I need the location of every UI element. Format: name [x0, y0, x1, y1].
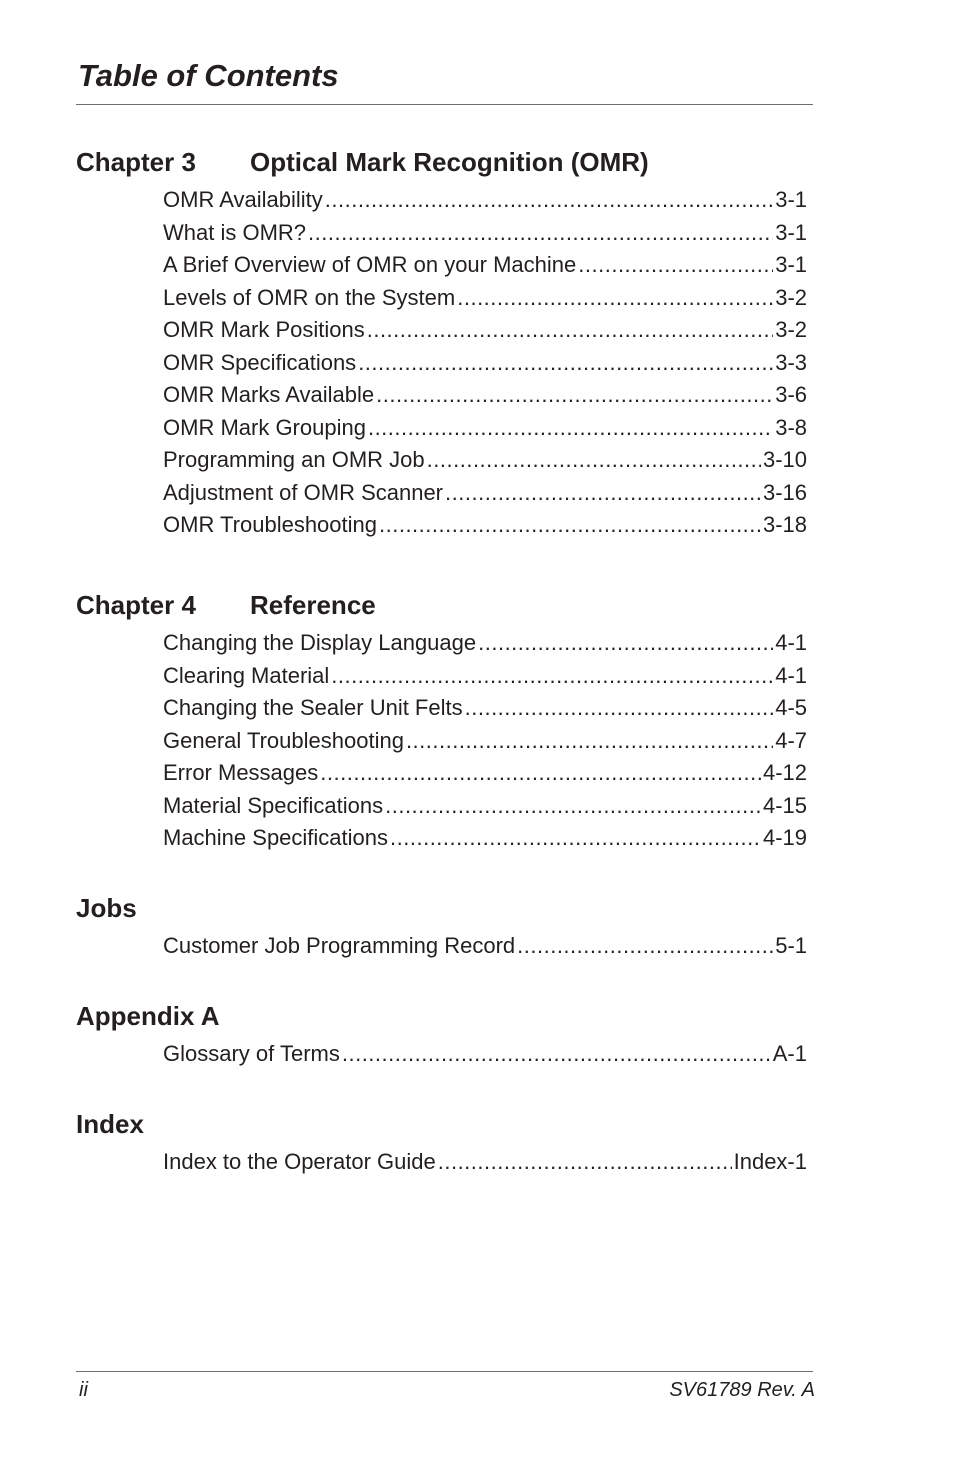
- toc-entry[interactable]: [163, 627, 807, 660]
- dot-leader: [342, 1038, 771, 1071]
- entry-page: A-1: [772, 1041, 807, 1066]
- dot-leader: [367, 314, 773, 347]
- entry-list: [163, 930, 807, 963]
- entry-title: Error Messages: [163, 760, 319, 785]
- toc-entry[interactable]: [163, 1038, 807, 1071]
- entry-page: 3-1: [775, 219, 807, 245]
- section-heading: Jobs: [76, 893, 137, 923]
- footer-doc-id: SV61789 Rev. A: [669, 1379, 815, 1401]
- entry-list: [163, 627, 807, 855]
- entry-title: Levels of OMR on the System: [163, 284, 456, 310]
- entry-title: A Brief Overview of OMR on your Machine: [163, 252, 577, 277]
- entry-title: Changing the Sealer Unit Felts: [163, 695, 463, 720]
- toc-entry[interactable]: [163, 725, 807, 758]
- chapter-label: Chapter 4: [76, 590, 196, 620]
- section-heading: Appendix A: [76, 1001, 220, 1031]
- entry-page: 4-12: [762, 760, 807, 785]
- toc-entry[interactable]: [163, 217, 807, 250]
- toc-entry[interactable]: [163, 930, 807, 963]
- dot-leader: [358, 347, 773, 380]
- toc-entry[interactable]: [163, 790, 807, 823]
- chapter-title: Optical Mark Recognition (OMR): [250, 147, 649, 177]
- dot-leader: [368, 412, 773, 445]
- toc-entry[interactable]: [163, 692, 807, 725]
- dot-leader: [578, 249, 773, 282]
- entry-page: 3-16: [762, 479, 807, 505]
- dot-leader: [465, 692, 774, 725]
- entry-page: 3-10: [762, 447, 807, 472]
- toc-entry[interactable]: [163, 757, 807, 790]
- toc-entry[interactable]: [163, 282, 807, 315]
- entry-page: 4-1: [775, 630, 807, 655]
- footer-divider: [76, 1371, 813, 1372]
- entry-title: OMR Troubleshooting: [163, 512, 377, 537]
- entry-title: Changing the Display Language: [163, 630, 477, 655]
- entry-title: Customer Job Programming Record: [163, 933, 516, 958]
- entry-title: What is OMR?: [163, 219, 307, 245]
- entry-page: 4-7: [775, 727, 807, 753]
- dot-leader: [478, 627, 773, 660]
- entry-list: [163, 184, 807, 542]
- section-heading: [76, 144, 810, 180]
- entry-title: Index to the Operator Guide: [163, 1149, 436, 1174]
- entry-title: Programming an OMR Job: [163, 447, 425, 472]
- toc-section-jobs: [76, 890, 810, 963]
- chapter-label: Chapter 3: [76, 147, 196, 177]
- toc-entry[interactable]: [163, 477, 807, 510]
- toc-section-chapter-4: [76, 587, 810, 855]
- dot-leader: [517, 930, 773, 963]
- entry-list: [163, 1038, 807, 1071]
- dot-leader: [376, 379, 773, 412]
- toc-entry[interactable]: [163, 412, 807, 445]
- dot-leader: [320, 757, 761, 790]
- footer-page-number: ii: [79, 1379, 88, 1401]
- entry-list: [163, 1146, 807, 1179]
- dot-leader: [331, 660, 773, 693]
- page-title: Table of Contents: [78, 58, 339, 93]
- entry-page: 3-2: [775, 284, 807, 310]
- toc-entry[interactable]: [163, 314, 807, 347]
- entry-title: Material Specifications: [163, 792, 384, 818]
- toc-section-appendix-a: [76, 998, 810, 1071]
- entry-page: 5-1: [775, 933, 807, 958]
- entry-title: Clearing Material: [163, 662, 330, 688]
- toc-section-chapter-3: [76, 144, 810, 542]
- entry-page: 3-3: [775, 349, 807, 375]
- entry-page: 3-1: [775, 187, 807, 212]
- section-heading: Index: [76, 1109, 144, 1139]
- dot-leader: [427, 444, 761, 477]
- entry-title: OMR Mark Grouping: [163, 414, 366, 440]
- toc-entry[interactable]: [163, 660, 807, 693]
- toc-entry[interactable]: [163, 379, 807, 412]
- entry-page: 3-1: [775, 252, 807, 277]
- entry-title: Machine Specifications: [163, 825, 389, 850]
- toc-section-index: [76, 1106, 810, 1179]
- entry-page: Index-1: [733, 1149, 807, 1174]
- chapter-title: Reference: [250, 590, 376, 620]
- dot-leader: [379, 509, 761, 542]
- entry-title: OMR Marks Available: [163, 382, 375, 407]
- entry-title: OMR Mark Positions: [163, 317, 365, 342]
- title-divider: [76, 104, 813, 105]
- entry-page: 3-8: [775, 414, 807, 440]
- entry-page: 3-18: [762, 512, 807, 537]
- entry-title: OMR Specifications: [163, 349, 357, 375]
- entry-page: 4-5: [775, 695, 807, 720]
- entry-title: OMR Availability: [163, 187, 323, 212]
- toc-entry[interactable]: [163, 509, 807, 542]
- toc-entry[interactable]: [163, 249, 807, 282]
- dot-leader: [438, 1146, 732, 1179]
- toc-entry[interactable]: [163, 347, 807, 380]
- entry-title: Adjustment of OMR Scanner: [163, 479, 444, 505]
- toc-entry[interactable]: [163, 444, 807, 477]
- dot-leader: [308, 217, 773, 250]
- entry-title: General Troubleshooting: [163, 727, 404, 753]
- toc-entry[interactable]: [163, 184, 807, 217]
- toc-entry[interactable]: [163, 1146, 807, 1179]
- dot-leader: [445, 477, 761, 510]
- entry-page: 3-6: [775, 382, 807, 407]
- entry-page: 4-19: [762, 825, 807, 850]
- dot-leader: [385, 790, 761, 823]
- dot-leader: [390, 822, 761, 855]
- toc-entry[interactable]: [163, 822, 807, 855]
- dot-leader: [457, 282, 773, 315]
- dot-leader: [406, 725, 773, 758]
- entry-title: Glossary of Terms: [163, 1041, 340, 1066]
- section-heading: [76, 587, 810, 623]
- entry-page: 4-15: [762, 792, 807, 818]
- entry-page: 3-2: [775, 317, 807, 342]
- entry-page: 4-1: [775, 662, 807, 688]
- dot-leader: [325, 184, 773, 217]
